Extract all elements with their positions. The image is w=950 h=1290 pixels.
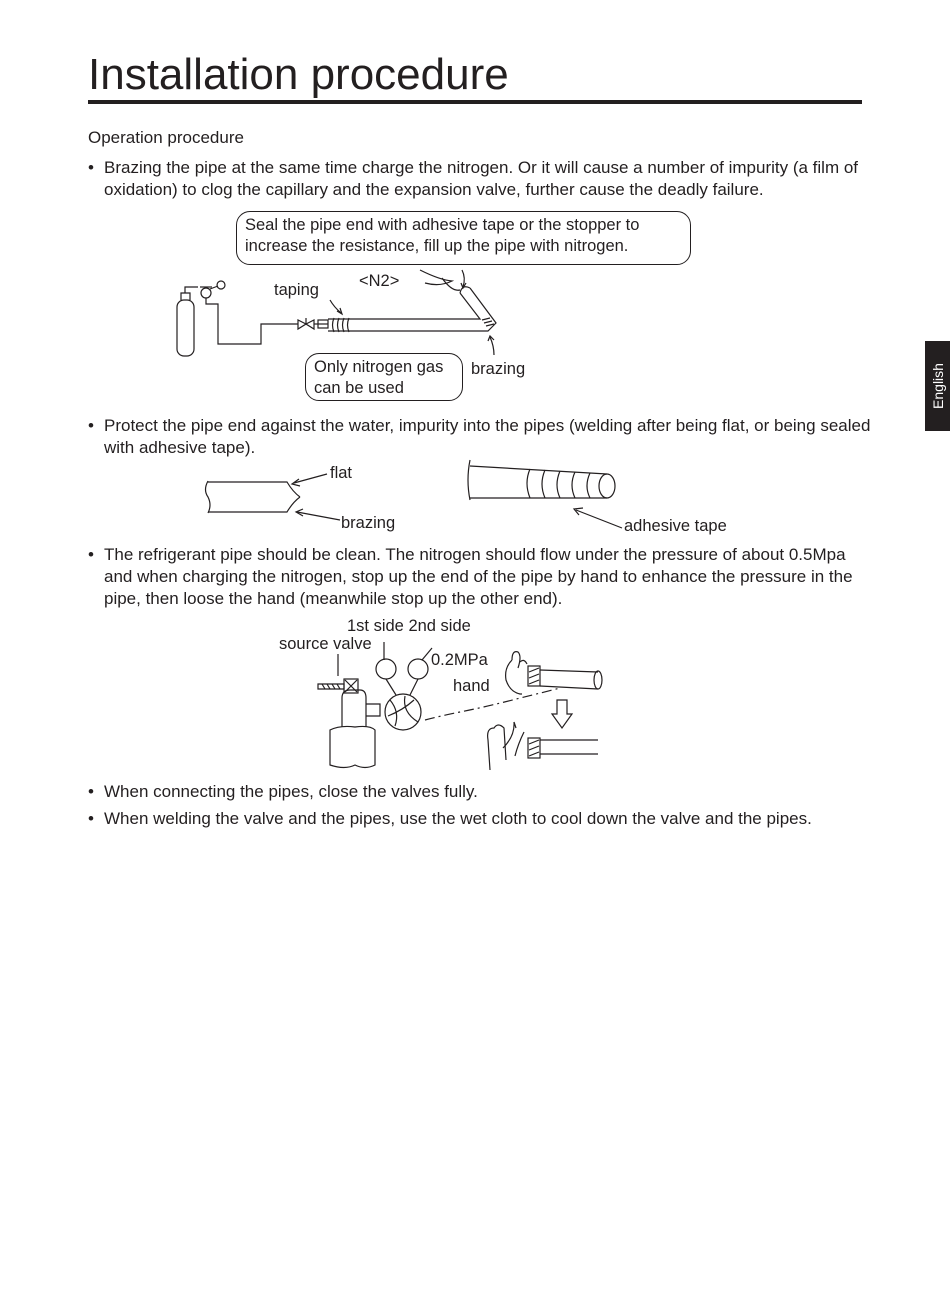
bullet-text: When welding the valve and the pipes, use the wet cloth to cool down the valve and the pipes. (104, 809, 812, 828)
label-n2: <N2> (359, 272, 400, 290)
label-adhesive-tape: adhesive tape (624, 517, 727, 535)
language-tab-label: English (929, 363, 946, 409)
page-title: Installation procedure (88, 50, 509, 99)
callout-seal: Seal the pipe end with adhesive tape or the stopper to increase the resistance, fill up the pipe with nitrogen. (236, 211, 691, 265)
bullet-text: Brazing the pipe at the same time charge the nitrogen. Or it will cause a number of impurity (a film of oxidation) to clog the capillary and the expansion valve, further cause the deadly failure. (104, 158, 859, 199)
bullet-item (88, 808, 878, 830)
bullet-marker: • (88, 158, 94, 177)
label-flat: flat (330, 464, 353, 482)
section-label: Operation procedure (88, 128, 244, 147)
callout-nitrogen-only: Only nitrogen gas can be used (305, 353, 463, 401)
bullet-marker: • (88, 545, 94, 564)
label-brazing-1: brazing (471, 360, 526, 378)
bullet-text: The refrigerant pipe should be clean. The nitrogen should flow under the pressure of about 0.5Mpa and when charging the nitrogen, stop up the end of the pipe by hand to enhance the pressure in the pipe, then loose the hand (meanwhile stop up the other end). (104, 545, 853, 608)
label-hand: hand (453, 677, 490, 695)
bullet-text: When connecting the pipes, close the valves fully. (104, 782, 478, 801)
bullet-text: Protect the pipe end against the water, impurity into the pipes (welding after being flat, or being sealed with adhesive tape). (104, 416, 871, 457)
label-sides: 1st side 2nd side (347, 617, 471, 635)
label-taping: taping (274, 281, 319, 299)
label-source-valve: source valve (279, 635, 372, 653)
bullet-marker: • (88, 782, 94, 801)
bullet-item (88, 781, 878, 803)
label-brazing-2: brazing (341, 514, 396, 532)
bullet-marker: • (88, 809, 94, 828)
label-pressure: 0.2MPa (431, 651, 488, 669)
bullet-marker: • (88, 416, 94, 435)
